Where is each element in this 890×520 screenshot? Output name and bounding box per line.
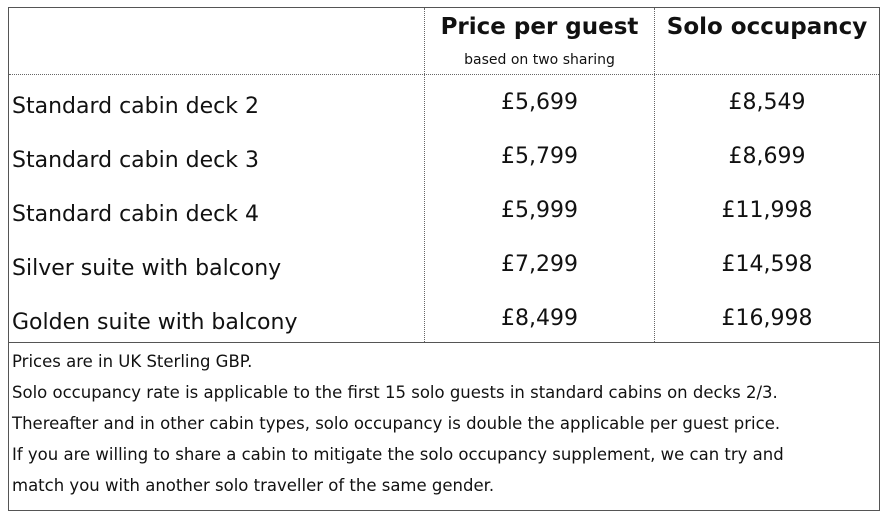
solo-price: £14,598 bbox=[721, 252, 813, 277]
table-row bbox=[9, 294, 879, 348]
price-per-guest: £5,699 bbox=[501, 90, 578, 115]
cabin-type: Standard cabin deck 2 bbox=[12, 94, 259, 119]
cabin-type: Standard cabin deck 3 bbox=[12, 148, 259, 173]
solo-price: £11,998 bbox=[721, 198, 813, 223]
cabin-type: Silver suite with balcony bbox=[12, 256, 282, 281]
header-divider bbox=[9, 74, 879, 75]
note-line: Thereafter and in other cabin types, solo occupancy is double the applicable per guest price. bbox=[12, 414, 781, 433]
solo-price: £8,699 bbox=[728, 144, 806, 169]
header-price-subtitle: based on two sharing bbox=[464, 52, 615, 68]
price-per-guest: £5,999 bbox=[501, 198, 578, 223]
note-line: Solo occupancy rate is applicable to the first 15 solo guests in standard cabins on decks 2/3. bbox=[12, 383, 778, 402]
header-solo-occupancy: Solo occupancy bbox=[666, 14, 868, 40]
table-row bbox=[9, 132, 879, 186]
header-price-per-guest: Price per guest bbox=[440, 14, 639, 40]
table-row bbox=[9, 186, 879, 240]
solo-price: £8,549 bbox=[728, 90, 806, 115]
price-per-guest: £7,299 bbox=[501, 252, 578, 277]
table-row bbox=[9, 240, 879, 294]
solo-price: £16,998 bbox=[721, 306, 813, 331]
cabin-type: Standard cabin deck 4 bbox=[12, 202, 259, 227]
note-line: match you with another solo traveller of the same gender. bbox=[12, 476, 495, 495]
price-per-guest: £5,799 bbox=[501, 144, 578, 169]
note-line: Prices are in UK Sterling GBP. bbox=[12, 352, 253, 371]
pricing-table bbox=[8, 7, 880, 511]
notes-section bbox=[12, 346, 874, 501]
table-row bbox=[9, 78, 879, 132]
note-line: If you are willing to share a cabin to mitigate the solo occupancy supplement, we can try and bbox=[12, 445, 784, 464]
price-per-guest: £8,499 bbox=[501, 306, 578, 331]
cabin-type: Golden suite with balcony bbox=[12, 310, 298, 335]
